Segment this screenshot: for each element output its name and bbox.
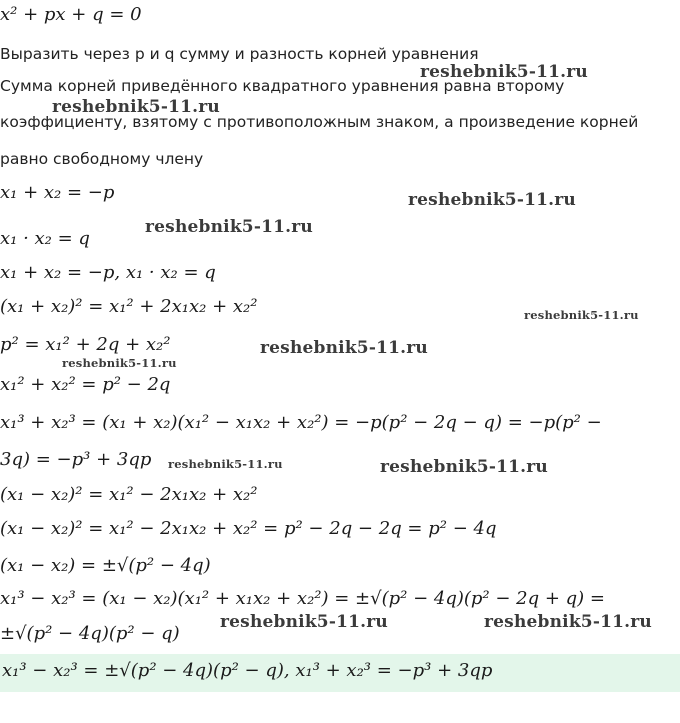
difference-of-cubes-line-1: x₁³ − x₂³ = (x₁ − x₂)(x₁² + x₁x₂ + x₂²) = ±√(p² − 4q)(p² − 2q + q) = (0, 588, 606, 609)
difference-of-cubes-line-2: ±√(p² − 4q)(p² − q) (0, 623, 180, 644)
explanation-line-1: Сумма корней приведённого квадратного уравнения равна второму (0, 77, 565, 95)
watermark: reshebnik5-11.ru (62, 356, 177, 370)
explanation-line-2: коэффициенту, взятому с противоположным знаком, а произведение корней (0, 113, 639, 131)
sum-of-squares: x₁² + x₂² = p² − 2q (0, 374, 171, 395)
watermark: reshebnik5-11.ru (408, 190, 576, 210)
explanation-line-3: равно свободному члену (0, 150, 204, 168)
watermark: reshebnik5-11.ru (524, 308, 639, 322)
vieta-product: x₁ · x₂ = q (0, 228, 90, 249)
p-squared: p² = x₁² + 2q + x₂² (0, 334, 171, 355)
watermark: reshebnik5-11.ru (145, 217, 313, 237)
square-of-difference: (x₁ − x₂)² = x₁² − 2x₁x₂ + x₂² (0, 484, 258, 505)
difference-of-roots: (x₁ − x₂) = ±√(p² − 4q) (0, 555, 211, 576)
watermark: reshebnik5-11.ru (484, 612, 652, 632)
sum-of-cubes-line-1: x₁³ + x₂³ = (x₁ + x₂)(x₁² − x₁x₂ + x₂²) = −p(p² − 2q − q) = −p(p² − (0, 412, 602, 433)
square-of-sum: (x₁ + x₂)² = x₁² + 2x₁x₂ + x₂² (0, 296, 258, 317)
watermark: reshebnik5-11.ru (420, 62, 588, 82)
square-of-difference-expanded: (x₁ − x₂)² = x₁² − 2x₁x₂ + x₂² = p² − 2q − 2q = p² − 4q (0, 518, 497, 539)
sum-of-cubes-line-2: 3q) = −p³ + 3qp (0, 449, 152, 470)
watermark: reshebnik5-11.ru (380, 457, 548, 477)
vieta-system: x₁ + x₂ = −p, x₁ · x₂ = q (0, 262, 216, 283)
final-answer: x₁³ − x₂³ = ±√(p² − 4q)(p² − q), x₁³ + x₂³ = −p³ + 3qp (2, 660, 493, 681)
watermark: reshebnik5-11.ru (168, 457, 283, 471)
task-statement: Выразить через p и q сумму и разность корней уравнения (0, 45, 479, 63)
vieta-sum: x₁ + x₂ = −p (0, 182, 115, 203)
equation-given: x² + px + q = 0 (0, 4, 142, 25)
watermark: reshebnik5-11.ru (260, 338, 428, 358)
watermark: reshebnik5-11.ru (220, 612, 388, 632)
answer-highlight (0, 654, 680, 692)
watermark: reshebnik5-11.ru (52, 97, 220, 117)
